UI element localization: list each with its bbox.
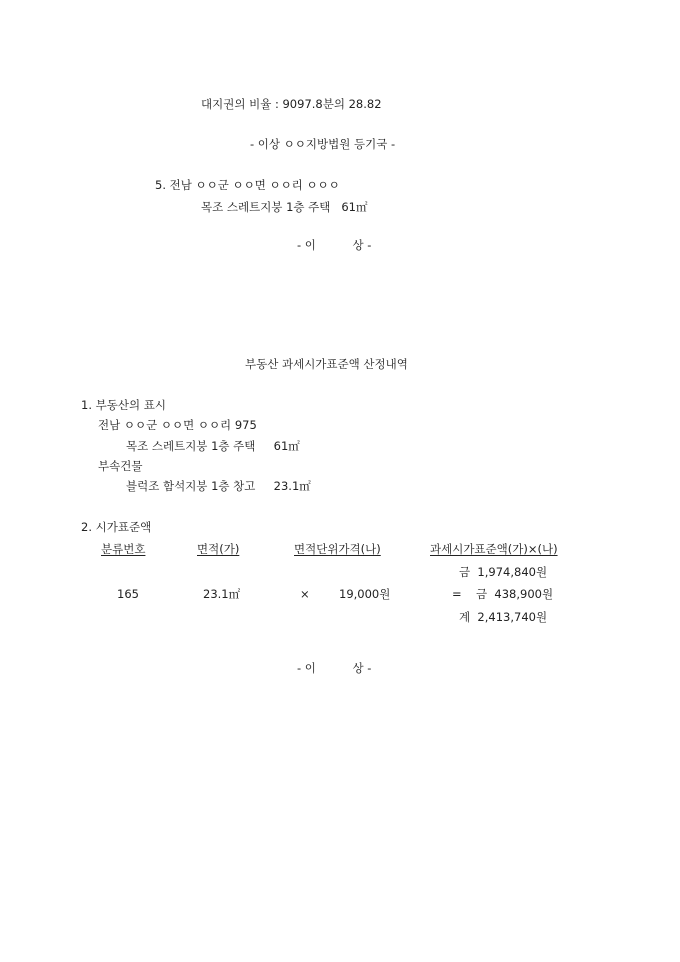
registry-end-note: - 이상 ㅇㅇ지방법원 등기국 - [250, 137, 396, 151]
amount-line-1: 금 1,974,840원 [459, 565, 548, 579]
page-title: 부동산 과세시가표준액 산정내역 [245, 357, 408, 371]
section-2-heading: 2. 시가표준액 [81, 520, 152, 534]
land-right-ratio: 대지권의 비율 : 9097.8분의 28.82 [201, 97, 382, 111]
annex-building: 블럭조 함석지붕 1층 창고 23.1㎡ [126, 479, 311, 493]
property-address: 전남 ㅇㅇ군 ㅇㅇ면 ㅇㅇ리 975 [98, 418, 257, 432]
col-header-code: 분류번호 [101, 542, 146, 556]
amount-total: 계 2,413,740원 [459, 610, 548, 624]
col-header-unit-price: 면적단위가격(나) [294, 542, 381, 556]
row-area: 23.1㎡ [203, 587, 241, 601]
times-sign: × [300, 587, 310, 601]
col-header-tax-value: 과세시가표준액(가)×(나) [430, 542, 558, 556]
equals-sign: = [452, 587, 462, 601]
section-1-heading: 1. 부동산의 표시 [81, 398, 166, 412]
row-code: 165 [117, 587, 139, 601]
row-unit-price: 19,000원 [339, 587, 391, 601]
item-5-address: 5. 전남 ㅇㅇ군 ㅇㅇ면 ㅇㅇ리 ㅇㅇㅇ [155, 178, 340, 192]
main-building: 목조 스레트지붕 1층 주택 61㎡ [126, 439, 300, 453]
end-mark-2: - 이 상 - [297, 661, 372, 675]
annex-heading: 부속건물 [98, 459, 143, 473]
end-mark-1: - 이 상 - [297, 238, 372, 252]
amount-line-2: 금 438,900원 [476, 587, 554, 601]
col-header-area: 면적(가) [197, 542, 240, 556]
item-5-building: 목조 스레트지붕 1층 주택 61㎡ [201, 200, 368, 214]
